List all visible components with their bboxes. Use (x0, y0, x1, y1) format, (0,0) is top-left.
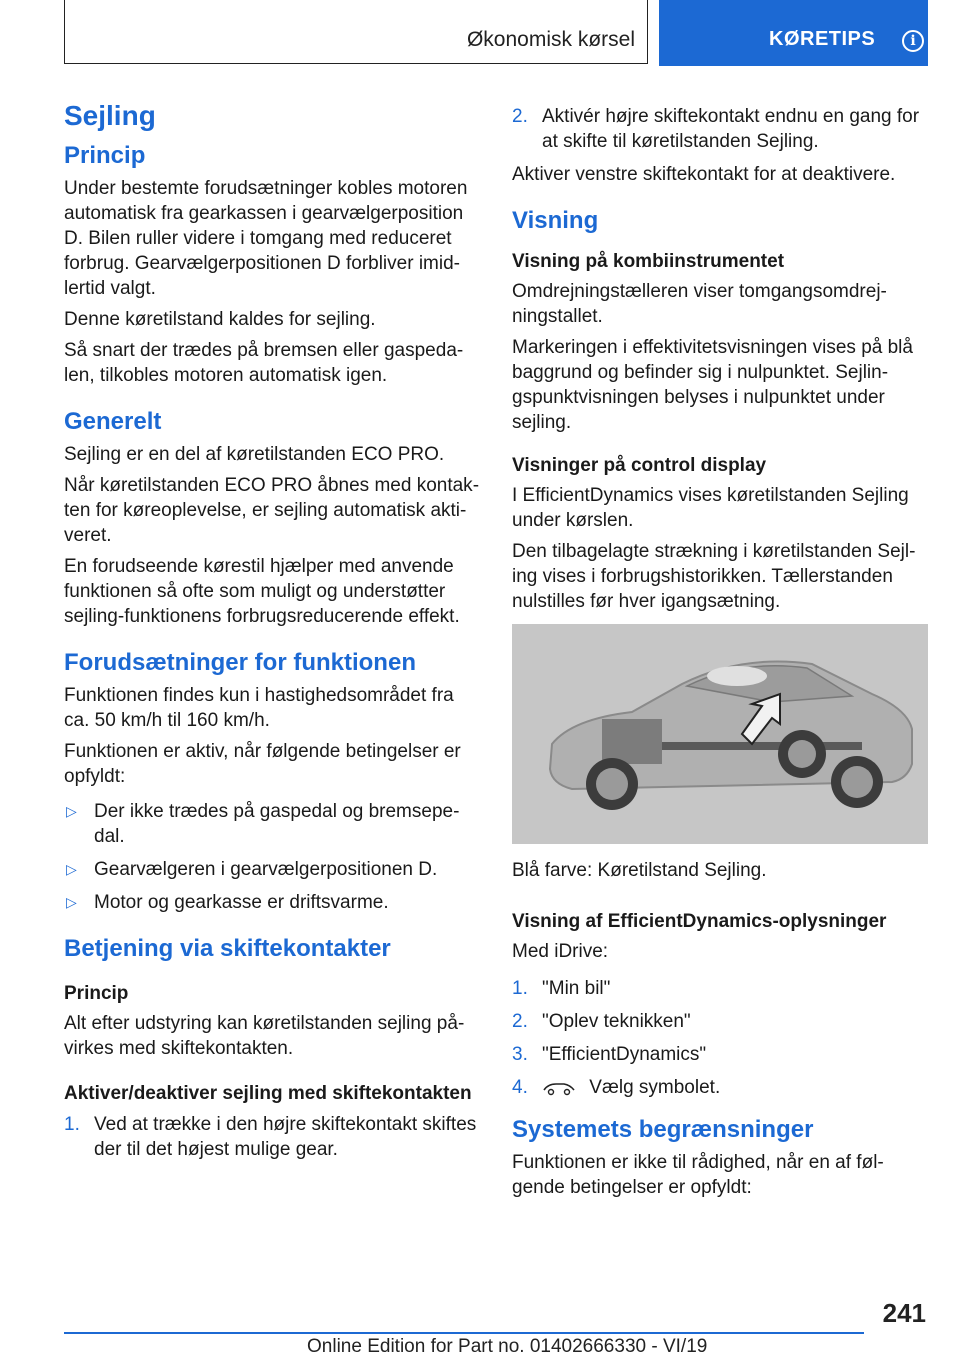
paragraph: Funktionen er aktiv, når følgende betingelser er opfyldt: (64, 741, 461, 787)
triangle-bullet-icon: ▷ (66, 861, 77, 877)
car-drivetrain-image (512, 624, 928, 844)
image-caption: Blå farve: Køretilstand Sejling. (512, 860, 767, 881)
car-coasting-icon (542, 1080, 576, 1096)
paragraph: Funktionen er ikke til rådighed, når en af følgende betingelser er opfyldt: (512, 1152, 884, 1198)
requirements-heading: Forudsætninger for funktionen (64, 649, 416, 676)
activate-heading: Aktiver/deaktiver sejling med skiftekontakten (64, 1083, 472, 1104)
paragraph: Omdrejningstælleren viser tomgangsomdrejningstallet. (512, 281, 887, 327)
activate-steps (64, 1112, 480, 1162)
paragraph: Med iDrive: (512, 941, 609, 962)
list-item: 1. Ved at trække i den højre skiftekontakt skiftes der til det højest mulige gear. (64, 1114, 477, 1160)
display-heading: Visning (512, 207, 599, 234)
left-column (64, 100, 480, 1172)
list-item: ▷ Gearvælgeren i gearvælgerpositionen D. (66, 859, 438, 880)
triangle-bullet-icon: ▷ (66, 803, 77, 819)
list-item: 1. "Min bil" (512, 978, 611, 999)
right-column (512, 104, 928, 1206)
paragraph: Sejling er en del af køretilstanden ECO PRO. (64, 444, 445, 465)
principle-section (64, 142, 480, 388)
info-icon: i (902, 30, 924, 52)
paragraph: Alt efter udstyring kan køretilstanden sejling påvirkes med skiftekontakten. (64, 1013, 465, 1059)
operation-section (64, 935, 480, 1162)
list-item: 4. Vælg symbolet. (512, 1077, 721, 1098)
general-section (64, 408, 480, 629)
paragraph: I EfficientDynamics vises køretilstanden Sejling under kørslen. (512, 485, 909, 531)
principle-heading: Princip (64, 142, 146, 169)
chapter-tab (659, 0, 928, 66)
idrive-steps (512, 976, 928, 1100)
requirements-section (64, 649, 480, 915)
page-number: 241 (882, 1298, 926, 1328)
efficientdynamics-heading: Visning af EfficientDynamics-oplysninger (512, 911, 887, 932)
operation-principle-heading: Princip (64, 983, 129, 1004)
page-title: Sejling (64, 100, 156, 131)
paragraph: Funktionen findes kun i hastighedsområdet fra ca. 50 km/h til 160 km/h. (64, 685, 454, 731)
operation-heading: Betjening via skiftekontakter (64, 935, 391, 962)
section-title: Økonomisk kørsel (466, 28, 635, 51)
triangle-bullet-icon: ▷ (66, 894, 77, 910)
edition-text: Online Edition for Part no. 01402666330 - VI/19 (307, 1336, 708, 1357)
list-item: 3. "EfficientDynamics" (512, 1044, 707, 1065)
paragraph: Markeringen i effektivitetsvisningen vises på blå baggrund og befinder sig i nulpunktet. Sejlingspunktvisningen belyses i nulpunktet under sejling. (512, 337, 913, 433)
paragraph: Så snart der trædes på bremsen eller gaspedalen, tilkobles motoren automatisk igen. (64, 340, 464, 386)
page-header (64, 0, 928, 66)
list-item: 2. Aktivér højre skiftekontakt endnu en gang for at skifte til køretilstanden Sejling. (512, 106, 920, 152)
chapter-title: KØRETIPS (769, 28, 876, 50)
list-item: ▷ Der ikke trædes på gaspedal og bremsepedal. (66, 801, 460, 847)
limits-heading: Systemets begrænsninger (512, 1116, 814, 1143)
section-tab (64, 0, 648, 64)
paragraph: Aktiver venstre skiftekontakt for at deaktivere. (512, 164, 896, 185)
list-item: ▷ Motor og gearkasse er driftsvarme. (66, 892, 389, 913)
paragraph: En forudseende kørestil hjælper med anvende funktionen så ofte som muligt og understøtter sejling-funktionens forbrugsreducerende effekt. (64, 556, 460, 627)
car-illustration (512, 624, 928, 844)
activate-steps-continued (512, 104, 928, 154)
footer-divider (64, 1332, 864, 1334)
paragraph: Under bestemte forudsætninger kobles motoren automatisk fra gearkassen i gearvælgerposition D. Bilen ruller videre i tomgang med reduceret forbrug. Gearvælgerpositionen D forbliver imidlertid valgt. (64, 178, 468, 299)
general-heading: Generelt (64, 408, 162, 435)
paragraph: Denne køretilstand kaldes for sejling. (64, 309, 376, 330)
instrument-heading: Visning på kombiinstrumentet (512, 251, 785, 272)
requirements-list (64, 799, 480, 915)
paragraph: Når køretilstanden ECO PRO åbnes med kontakten for køreoplevelse, er sejling automatisk aktiveret. (64, 475, 480, 546)
list-item: 2. "Oplev teknikken" (512, 1011, 691, 1032)
control-display-heading: Visninger på control display (512, 455, 767, 476)
paragraph: Den tilbagelagte strækning i køretilstanden Sejling vises i forbrugshistorikken. Tællerstanden nulstilles før hver igangsætning. (512, 541, 916, 612)
